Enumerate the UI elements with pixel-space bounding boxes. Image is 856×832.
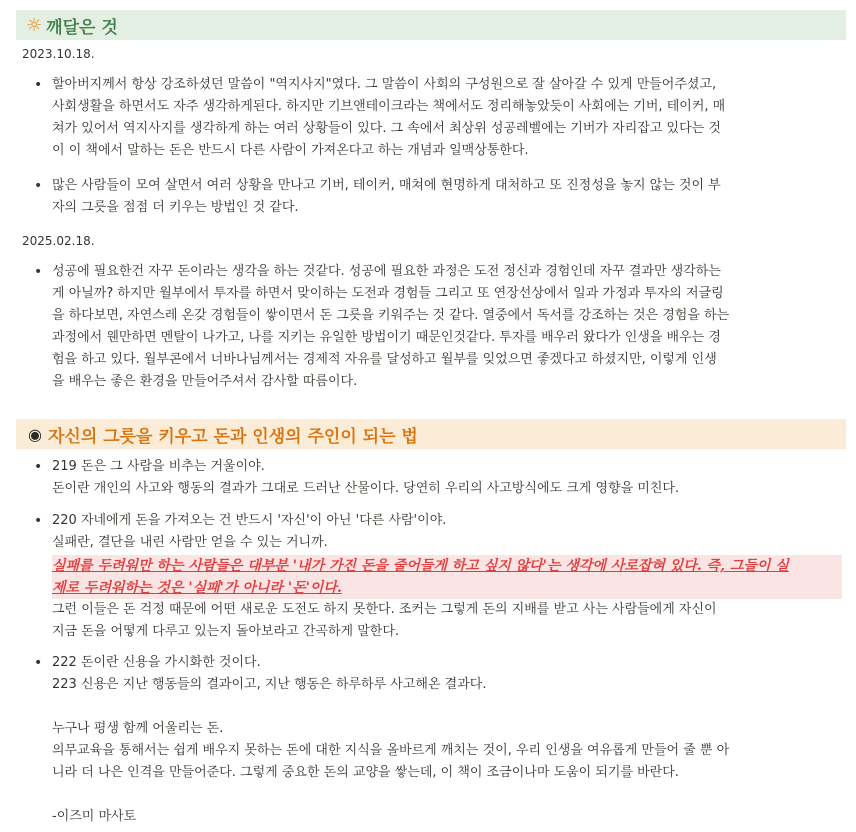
entry-date: 2023.10.18. — [22, 47, 95, 61]
list-item-line: 을 하다보면, 자연스레 온갖 경험들이 쌓이면서 돈 그릇을 키워주는 것 같다. 열중에서 독서를 강조하는 것은 경험을 하는 — [52, 308, 730, 323]
author-signature: -이즈미 마사토 — [52, 809, 137, 824]
list-item-line: 쳐가 있어서 역지사지를 생각하게 하는 여러 상황들이 있다. 그 속에서 최상위 성공레벨에는 기버가 자리잡고 있다는 것 — [52, 121, 721, 136]
heading-book-title-text: 자신의 그릇을 키우고 돈과 인생의 주인이 되는 법 — [47, 426, 418, 447]
bullet-icon: • — [34, 77, 43, 93]
sun-icon: ☼ — [26, 14, 43, 36]
list-item-line: 그런 이들은 돈 걱정 때문에 어떤 새로운 도전도 하지 못한다. 조커는 그렇게 돈의 지배를 받고 사는 사람들에게 자신이 — [52, 602, 717, 617]
list-item-line: 과정에서 웬만하면 멘탈이 나가고, 나를 지키는 유일한 방법이기 때문인것같다. 투자를 배우러 왔다가 인생을 배우는 경 — [52, 330, 721, 345]
heading-realizations — [16, 10, 846, 40]
heading-realizations-title: 깨달은 것 — [46, 17, 118, 38]
list-item-line: 험을 하고 있다. 월부콘에서 너바나님께서는 경제적 자유를 달성하고 월부를 잊었으면 좋겠다고 하셨지만, 이렇게 인생 — [52, 352, 717, 367]
list-item-line: 많은 사람들이 모여 살면서 여러 상황을 만나고 기버, 테이커, 매쳐에 현명하게 대처하고 또 진정성을 놓지 않는 것이 부 — [52, 178, 721, 193]
list-item-line: 자의 그릇을 점점 더 키우는 방법인 것 같다. — [52, 200, 299, 215]
bullet-icon: • — [34, 513, 43, 529]
highlighted-quote-line: 제로 두려워하는 것은 '실패'가 아니라 '돈'이다. — [52, 577, 842, 599]
list-item-line: 사회생활을 하면서도 자주 생각하게된다. 하지만 기브앤테이크라는 책에서도 정리해놓았듯이 사회에는 기버, 테이커, 매 — [52, 99, 726, 114]
list-item-line: 219 돈은 그 사람을 비추는 거울이야. — [52, 459, 265, 474]
list-item-line: 220 자네에게 돈을 가져오는 건 반드시 '자신'이 아닌 '다른 사람'이야. — [52, 513, 447, 528]
list-item-line: 이 이 책에서 말하는 돈은 반드시 다른 사람이 가져온다고 하는 개념과 일맥상통한다. — [52, 143, 529, 158]
list-item-line: 성공에 필요한건 자꾸 돈이라는 생각을 하는 것같다. 성공에 필요한 과정은 도전 정신과 경험인데 자꾸 결과만 생각하는 — [52, 264, 721, 279]
list-item-line: 니라 더 나은 인격을 만들어준다. 그렇게 중요한 돈의 교양을 쌓는데, 이 책이 조금이나마 도움이 되기를 바란다. — [52, 765, 679, 780]
list-item-line: 누구나 평생 함께 어울리는 돈. — [52, 721, 224, 736]
list-item-line: 실패란, 결단을 내린 사람만 얻을 수 있는 거니까. — [52, 535, 328, 550]
list-item-line: 돈이란 개인의 사고와 행동의 결과가 그대로 드러난 산물이다. 당연히 우리의 사고방식에도 크게 영향을 미친다. — [52, 481, 680, 496]
list-item-line: 지금 돈을 어떻게 다루고 있는지 돌아보라고 간곡하게 말한다. — [52, 624, 400, 639]
list-item-line: 할아버지께서 항상 강조하셨던 말씀이 "역지사지"였다. 그 말씀이 사회의 구성원으로 잘 살아갈 수 있게 만들어주셨고, — [52, 77, 717, 92]
entry-date: 2025.02.18. — [22, 234, 95, 248]
bullet-icon: • — [34, 655, 43, 671]
bullet-icon: • — [34, 178, 43, 194]
highlighted-quote-line: 실패를 두려워만 하는 사람들은 대부분 '내가 가진 돈을 줄어들게 하고 싶지 않다'는 생각에 사로잡혀 있다. 즉, 그들이 실 — [52, 555, 842, 577]
list-item-line: 222 돈이란 신용을 가시화한 것이다. — [52, 655, 261, 670]
list-item-line: 게 아닐까? 하지만 월부에서 투자를 하면서 맞이하는 도전과 경험들 그리고 또 연장선상에서 일과 가정과 투자의 저글링 — [52, 286, 724, 301]
list-item-line: 을 배우는 좋은 환경을 만들어주셔서 감사할 따름이다. — [52, 374, 358, 389]
bullet-icon: • — [34, 264, 43, 280]
heading-book-title — [16, 419, 846, 449]
eye-icon: ◉ — [28, 424, 42, 444]
list-item-line: 의무교육을 통해서는 쉽게 배우지 못하는 돈에 대한 지식을 올바르게 깨치는 것이, 우리 인생을 여유롭게 만들어 줄 뿐 아 — [52, 743, 730, 758]
bullet-icon: • — [34, 459, 43, 475]
list-item-line: 223 신용은 지난 행동들의 결과이고, 지난 행동은 하루하루 사고해온 결과다. — [52, 677, 487, 692]
